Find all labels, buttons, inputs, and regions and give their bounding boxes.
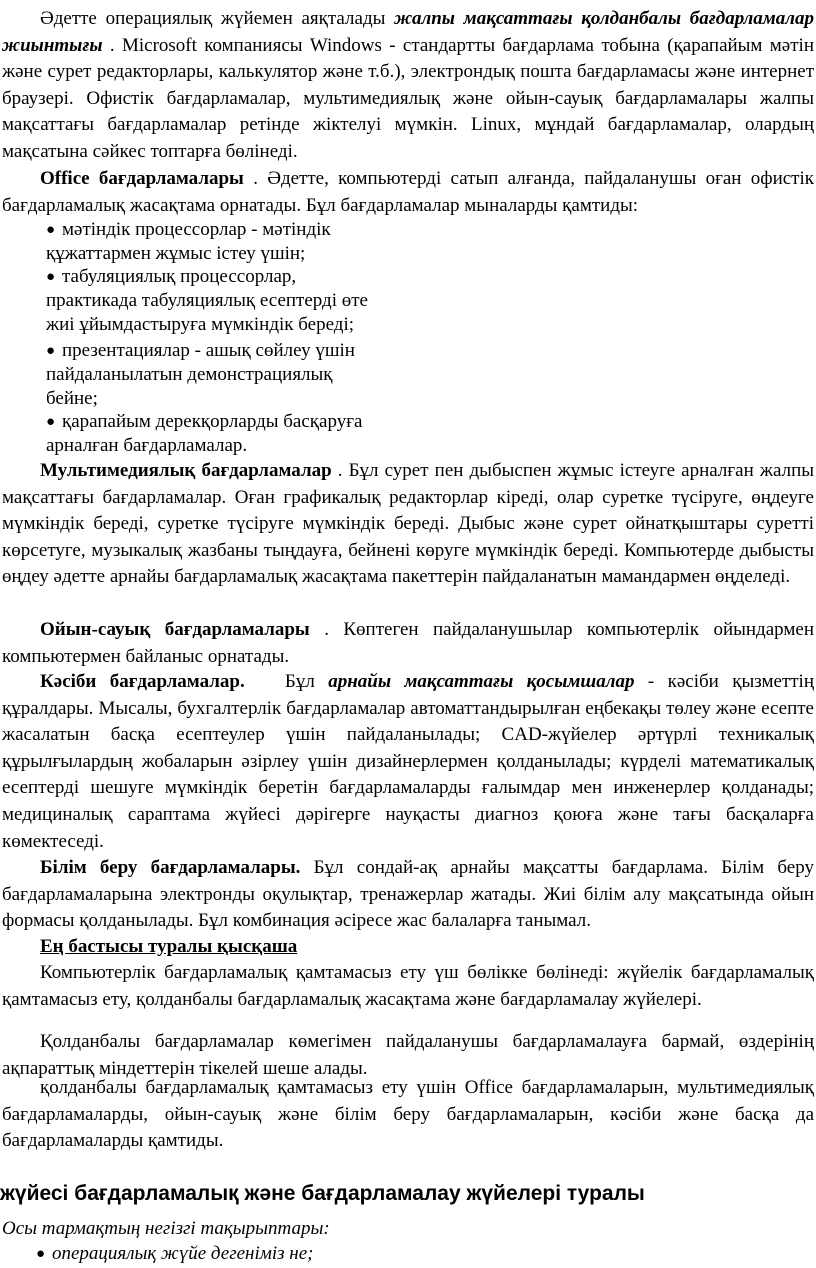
games-paragraph: Ойын-сауық бағдарламалары . Көптеген пайдаланушылар компьютерлік ойындармен компьютермен байланыс орнатады. [2,619,814,667]
office-title: Office бағдарламалары [40,168,244,189]
business-title: Кәсіби бағдарламалар. [40,671,245,692]
summary-paragraph-1: Компьютерлік бағдарламалық қамтамасыз ету үш бөлікке бөлінеді: жүйелік бағдарламалық қамтамасыз ету, қолданбалы бағдарламалық жасақтама және бағдарламалау жүйелері. [2,962,814,1010]
bullet-icon: ● [46,222,56,238]
multimedia-title: Мультимедиялық бағдарламалар [40,460,332,481]
list-item: ● операциялық жүйе дегеніміз не; [36,1243,314,1264]
summary-paragraph-3: қолданбалы бағдарламалық қамтамасыз ету үшін Office бағдарламаларын, мультимедиялық бағдарламаларды, ойын-сауық және білім беру бағдарламаларын, кәсіби және басқа да бағдарламаларды қамтиды. [2,1077,814,1152]
intro-paragraph: Әдетте операциялық жүйемен аяқталады жалпы мақсаттағы қолданбалы бағдарламалар жиынтығы . Microsoft компаниясы Windows - стандартты бағдарлама тобына (қарапайым мәтін және сурет редакторлары, калькулятор және т.б.), электрондық пошта бағдарламасы және интернет браузері. Офистік бағдарламалар, мультимедиялық және ойын-сауық бағдарламалары жалпы мақсаттағы бағдарламалар ретінде жіктелуі мүмкін. Linux, мұндай бағдарламалар, олардың мақсатына сәйкес топтарға бөлінеді. [2,8,814,162]
summary-title: Ең бастысы туралы қысқаша [40,936,298,957]
games-title: Ойын-сауық бағдарламалары [40,619,310,640]
summary-title-line [2,934,814,961]
bullet-icon: ● [46,343,56,359]
business-emphasis: арнайы мақсаттағы қосымшалар [328,671,635,692]
list-item: ● қарапайым дерекқорларды басқаруға арналған бағдарламалар. [46,411,363,457]
education-paragraph: Білім беру бағдарламалары. Бұл сондай-ақ арнайы мақсатты бағдарлама. Білім беру бағдарламаларына электронды оқулықтар, тренажерлар жатады. Жиі білім алу мақсатында ойын формасы қолданылады. Бұл комбинация әсіресе жас балаларға танымал. [2,857,814,932]
bullet-icon: ● [46,414,56,430]
bullet-icon: ● [36,1246,46,1262]
section-heading: жүйесі бағдарламалық және бағдарламалау жүйелері туралы [0,1182,645,1205]
intro-emphasis: жалпы мақсаттағы қолданбалы бағдарламалар жиынтығы [2,8,814,56]
business-paragraph: Кәсіби бағдарламалар. Бұл арнайы мақсаттағы қосымшалар - кәсіби қызметтің құралдары. Мысалы, бухгалтерлік бағдарламалар автоматтандырылған еңбекақы төлеу және есепте жасалатын басқа есептеулер үшін пайдаланылады; CAD-жүйелер әртүрлі техникалық құрылғылардың жобаларын әзірлеу үшін дизайнерлермен қолданылады; күрделі математикалық есептерді шешуге мүмкіндік беретін бағдарламаларды ғалымдар мен инженерлер қолданады; медициналық сараптама жүйесі дәрігерге науқасты диагноз қоюға және тағы басқаларға көмектеседі. [2,671,814,852]
office-paragraph: Office бағдарламалары . Әдетте, компьютерді сатып алғанда, пайдаланушы оған офистік бағдарламалық жасақтама орнатады. Бұл бағдарламалар мыналарды қамтиды: [2,168,814,216]
list-item: ● мәтіндік процессорлар - мәтіндік құжаттармен жұмыс істеу үшін; [46,219,331,265]
summary-paragraph-2: Қолданбалы бағдарламалар көмегімен пайдаланушы бағдарламалауға бармай, өздерінің ақпараттық міндеттерін тікелей шеше алады. [2,1031,814,1079]
section-subtitle: Осы тармақтың негізгі тақырыптары: [2,1218,330,1239]
bullet-icon: ● [46,269,56,285]
education-title: Білім беру бағдарламалары. [40,857,301,878]
multimedia-paragraph: Мультимедиялық бағдарламалар . Бұл сурет пен дыбыспен жұмыс істеуге арналған жалпы мақсаттағы бағдарламалар. Оған графикалық редакторлар кіреді, олар суретке түсіруге, өңдеуге мүмкіндік береді, суретке түсіруге мүмкіндік береді. Дыбыс және сурет ойнатқыштары суретті көрсетуге, музыкалық жазбаны тыңдауға, бейнені көруге мүмкіндік береді. Компьютерде дыбысты өңдеу әдетте арнайы бағдарламалық жасақтама пакеттерін пайдаланатын мамандармен өңделеді. [2,460,815,588]
list-item: ● табуляциялық процессорлар, практикада табуляциялық есептерді өте жиі ұйымдастыруға мүмкіндік береді; [46,266,368,335]
list-item: ● презентациялар - ашық сөйлеу үшін пайдаланылатын демонстрациялық бейне; [46,340,355,409]
